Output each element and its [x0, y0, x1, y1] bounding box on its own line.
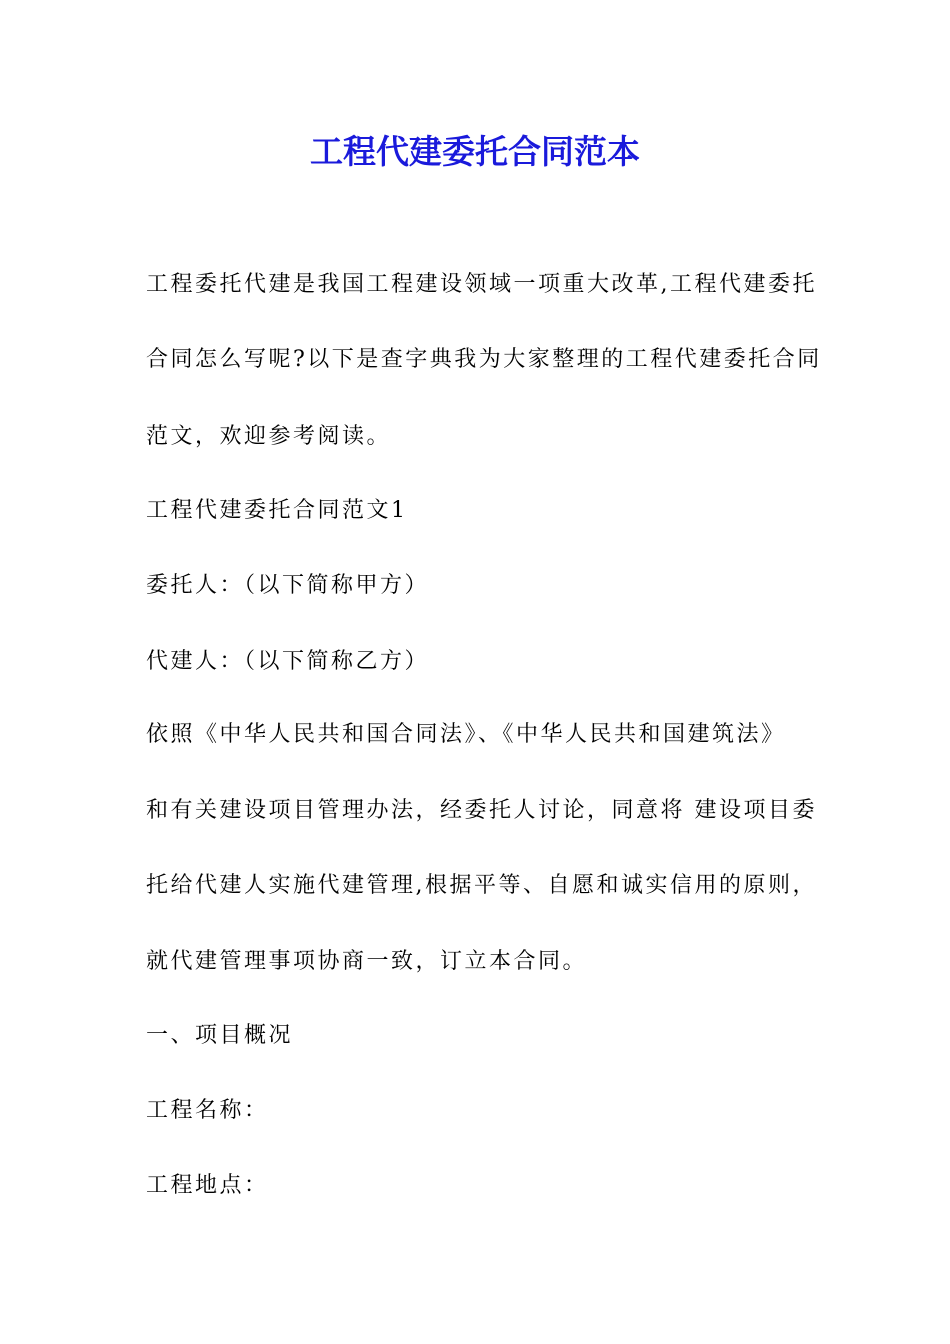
project-name-line: 工程名称：	[146, 1098, 269, 1123]
basis-line-1: 依照《中华人民共和国合同法》、《中华人民共和国建筑法》	[146, 722, 786, 747]
section-heading-sample-1: 工程代建委托合同范文1	[146, 498, 408, 523]
intro-line-1: 工程委托代建是我国工程建设领域一项重大改革,工程代建委托	[146, 272, 817, 297]
project-location-line: 工程地点：	[146, 1173, 269, 1198]
party-a-line: 委托人：（以下简称甲方）	[146, 573, 430, 598]
basis-line-3: 托给代建人实施代建管理,根据平等、自愿和诚实信用的原则，	[146, 873, 817, 898]
document-title: 工程代建委托合同范本	[310, 132, 640, 171]
intro-line-2: 合同怎么写呢?以下是查字典我为大家整理的工程代建委托合同	[146, 347, 822, 372]
basis-line-4: 就代建管理事项协商一致，订立本合同。	[146, 949, 588, 974]
section-heading-project-overview: 一、项目概况	[146, 1023, 294, 1048]
party-b-line: 代建人：（以下简称乙方）	[146, 649, 430, 674]
basis-line-2: 和有关建设项目管理办法，经委托人讨论，同意将 建设项目委	[146, 798, 817, 823]
intro-line-3: 范文，欢迎参考阅读。	[146, 424, 392, 449]
